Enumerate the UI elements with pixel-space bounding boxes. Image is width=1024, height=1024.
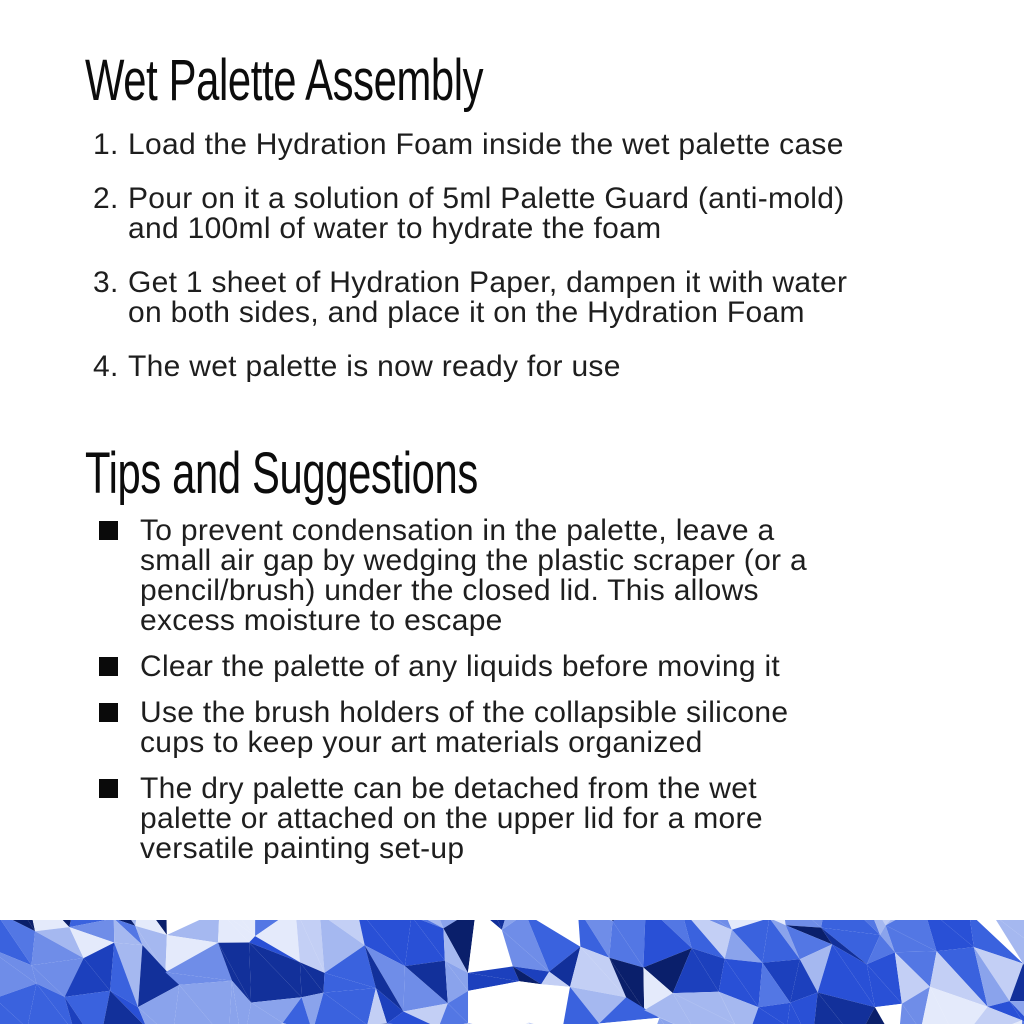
tip-text: To prevent condensation in the palette, leave a small air gap by wedging the plastic scraper (or a pencil/brush) under the closed lid. This allows excess moisture to escape <box>140 514 807 637</box>
assembly-section-title <box>85 48 984 113</box>
step-number: 4. <box>93 350 119 383</box>
step-text: The wet palette is now ready for use <box>128 350 621 383</box>
tips-list <box>85 516 984 864</box>
step-number: 1. <box>93 128 119 161</box>
assembly-step-2 <box>85 184 984 244</box>
tip-item-3 <box>85 698 984 758</box>
square-bullet-icon <box>99 521 118 540</box>
assembly-step-1 <box>85 130 984 160</box>
tip-item-2 <box>85 652 984 682</box>
tip-text: Clear the palette of any liquids before moving it <box>140 650 781 683</box>
assembly-steps-list <box>85 130 984 382</box>
square-bullet-icon <box>99 657 118 676</box>
assembly-step-3 <box>85 268 984 328</box>
tips-section-title <box>85 441 984 506</box>
step-text: Get 1 sheet of Hydration Paper, dampen it with water on both sides, and place it on the Hydration Foam <box>128 266 848 329</box>
step-text: Pour on it a solution of 5ml Palette Guard (anti-mold) and 100ml of water to hydrate the foam <box>128 182 845 245</box>
tips-title-text: Tips and Suggestions <box>85 441 478 506</box>
tip-text: The dry palette can be detached from the wet palette or attached on the upper lid for a more versatile painting set-up <box>140 772 763 865</box>
step-text: Load the Hydration Foam inside the wet palette case <box>128 128 844 161</box>
assembly-step-4 <box>85 352 984 382</box>
assembly-title-text: Wet Palette Assembly <box>85 48 484 113</box>
step-number: 3. <box>93 266 119 299</box>
mosaic-pattern <box>0 920 1024 1024</box>
tip-item-1 <box>85 516 984 636</box>
square-bullet-icon <box>99 779 118 798</box>
footer-mosaic-band <box>0 920 1024 1024</box>
square-bullet-icon <box>99 703 118 722</box>
tip-text: Use the brush holders of the collapsible silicone cups to keep your art materials organized <box>140 696 789 759</box>
tip-item-4 <box>85 774 984 864</box>
step-number: 2. <box>93 182 119 215</box>
